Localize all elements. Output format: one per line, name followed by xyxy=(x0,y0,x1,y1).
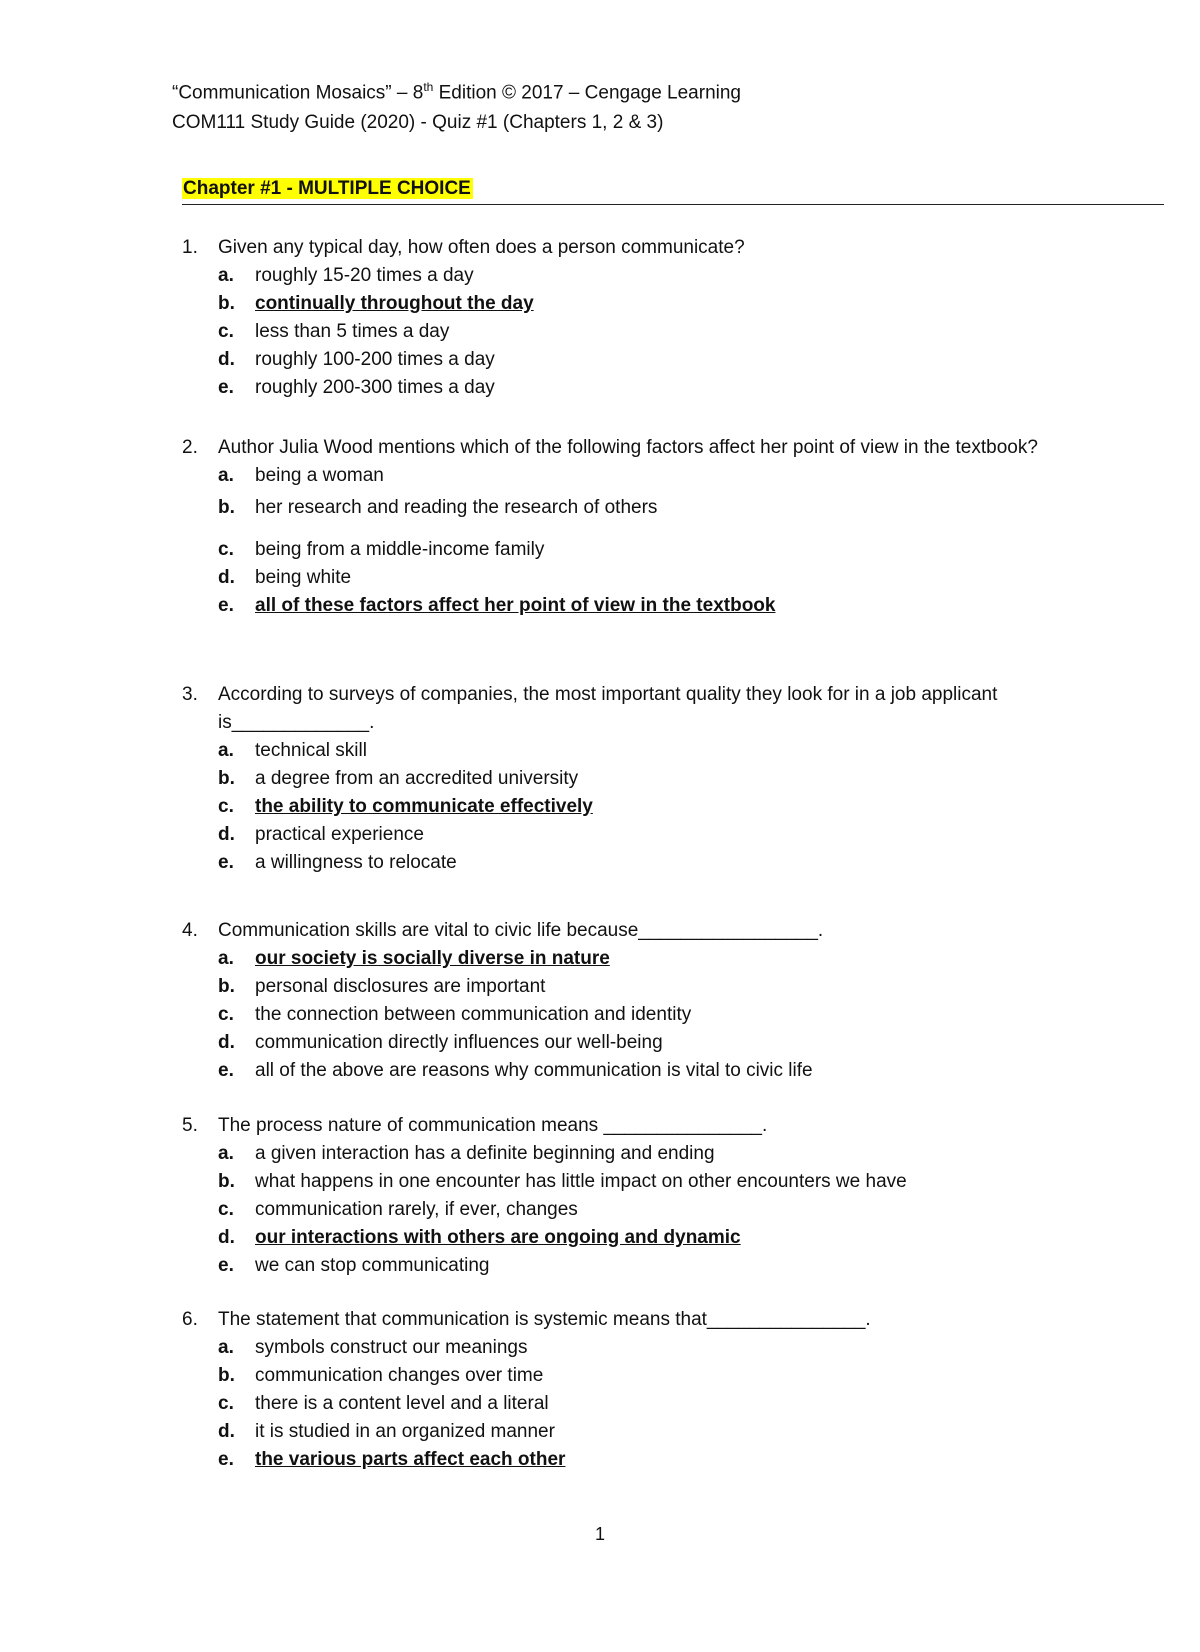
question-stem: 2. Author Julia Wood mentions which of the following factors affect her point of view in the textbook? xyxy=(182,437,1038,458)
question-1 xyxy=(182,234,1062,402)
option-c: c. the connection between communication and identity xyxy=(218,1004,692,1025)
option-a: a. being a woman xyxy=(218,465,384,486)
page-number: 1 xyxy=(594,1524,605,1544)
option-c: c. less than 5 times a day xyxy=(218,321,450,342)
option-e: e. all of the above are reasons why communication is vital to civic life xyxy=(218,1060,813,1081)
header-line-2: COM111 Study Guide (2020) - Quiz #1 (Chapters 1, 2 & 3) xyxy=(172,112,664,134)
option-a: a. technical skill xyxy=(218,740,367,761)
option-b: b. communication changes over time xyxy=(218,1365,544,1386)
option-b: b. what happens in one encounter has little impact on other encounters we have xyxy=(218,1171,907,1192)
question-stem: 1. Given any typical day, how often does a person communicate? xyxy=(182,237,745,258)
question-3 xyxy=(182,681,1062,877)
header-line-1: “Communication Mosaics” – 8th Edition © 2017 – Cengage Learning xyxy=(172,80,742,104)
option-d: d. it is studied in an organized manner xyxy=(218,1421,555,1442)
option-e: e. we can stop communicating xyxy=(218,1255,490,1276)
option-d-correct: d. our interactions with others are ongoing and dynamic xyxy=(218,1227,741,1248)
question-stem: 6. The statement that communication is systemic means that_______________. xyxy=(182,1309,871,1330)
option-a-correct: a. our society is socially diverse in nature xyxy=(218,948,610,969)
option-e: e. a willingness to relocate xyxy=(218,852,457,873)
option-a: a. symbols construct our meanings xyxy=(218,1337,528,1358)
question-2 xyxy=(182,434,1062,620)
option-d: d. communication directly influences our well-being xyxy=(218,1032,663,1053)
option-b: b. her research and reading the research of others xyxy=(218,497,658,518)
option-a: a. a given interaction has a definite beginning and ending xyxy=(218,1143,715,1164)
option-e-correct: e. the various parts affect each other xyxy=(218,1449,566,1470)
option-e: e. roughly 200-300 times a day xyxy=(218,377,495,398)
option-b: b. personal disclosures are important xyxy=(218,976,546,997)
question-stem: 3. According to surveys of companies, the most important quality they look for in a job applicant is_____________. xyxy=(182,684,998,733)
question-6 xyxy=(182,1306,1062,1474)
question-stem: 4. Communication skills are vital to civic life because_________________. xyxy=(182,920,824,941)
option-c: c. communication rarely, if ever, changes xyxy=(218,1199,578,1220)
option-b-correct: b. continually throughout the day xyxy=(218,293,534,314)
option-b: b. a degree from an accredited university xyxy=(218,768,579,789)
question-4 xyxy=(182,917,1062,1085)
option-c-correct: c. the ability to communicate effectively xyxy=(218,796,593,817)
option-d: d. being white xyxy=(218,567,352,588)
option-a: a. roughly 15-20 times a day xyxy=(218,265,474,286)
document-header xyxy=(172,72,741,138)
option-e-correct: e. all of these factors affect her point of view in the textbook xyxy=(218,595,776,616)
option-d: d. roughly 100-200 times a day xyxy=(218,349,495,370)
option-c: c. there is a content level and a literal xyxy=(218,1393,549,1414)
question-stem: 5. The process nature of communication means _______________. xyxy=(182,1115,768,1136)
question-5 xyxy=(182,1112,1062,1280)
chapter-heading: Chapter #1 - MULTIPLE CHOICE xyxy=(182,176,1164,205)
option-c: c. being from a middle-income family xyxy=(218,539,545,560)
option-d: d. practical experience xyxy=(218,824,424,845)
